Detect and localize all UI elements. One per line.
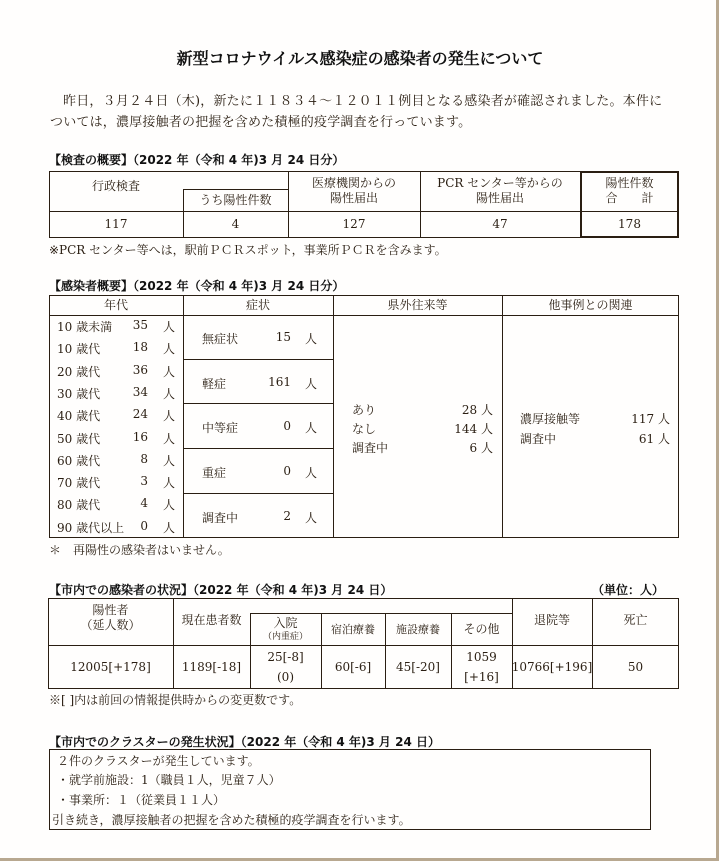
symptom-label: 軽症: [202, 376, 227, 391]
overview-heading: 【感染者概要】（2022 年（令和 4 年)3 月 24 日分）: [49, 279, 345, 293]
header-discharged: 退院等: [533, 613, 570, 627]
table-rule: [502, 295, 503, 538]
unit-label: （単位：人）: [591, 583, 664, 597]
testing-note: ※PCR センター等へは，駅前ＰＣＲスポット，事業所ＰＣＲを含みます。: [49, 243, 447, 257]
age-label: 90 歳代以上: [57, 520, 125, 535]
table-rule: [333, 295, 334, 538]
age-label: 10 歳未満: [57, 320, 113, 334]
cluster-line: ・事業所：１（従業員１１人）: [57, 793, 226, 807]
value-other-change: [+16]: [464, 669, 499, 684]
symptom-count: 2: [283, 508, 291, 523]
cluster-line: ・就学前施設：1（職員１人，児童７人）: [57, 773, 281, 787]
age-count: 16: [132, 429, 148, 444]
value-total: 178: [618, 217, 641, 231]
age-unit: 人: [163, 409, 176, 424]
relation-value: 117 人: [631, 412, 670, 426]
cluster-line: 引き続き，濃厚接触者の把握を含めた積極的疫学調査を行います。: [52, 813, 411, 827]
travel-value: 6 人: [469, 441, 493, 455]
clusters-heading: 【市内でのクラスターの発生状況】（2022 年（令和 4 年)3 月 24 日）: [49, 735, 440, 749]
value-current: 1189[-18]: [181, 659, 242, 674]
age-label: 50 歳代: [57, 431, 101, 446]
table-rule: [183, 359, 333, 360]
table-rule: [183, 448, 333, 449]
age-count: 34: [132, 384, 148, 399]
age-count: 36: [132, 362, 148, 377]
header-admin-test: 行政検査: [91, 179, 140, 193]
relation-label: 調査中: [520, 432, 557, 446]
value-pcr-center: 47: [492, 217, 508, 231]
testing-heading: 【検査の概要】（2022 年（令和 4 年)3 月 24 日分）: [49, 153, 345, 167]
value-facility: 45[-20]: [396, 659, 440, 674]
overview-note: ＊ 再陽性の感染者はいません。: [49, 543, 230, 557]
travel-label: 調査中: [352, 441, 389, 455]
age-count: 0: [140, 518, 148, 533]
age-count: 24: [132, 407, 148, 422]
symptom-label: 重症: [202, 466, 227, 481]
symptom-unit: 人: [305, 332, 318, 346]
header-medical: 医療機関からの 陽性届出: [311, 176, 396, 205]
header-relation: 他事例との関連: [548, 297, 633, 312]
age-unit: 人: [163, 498, 176, 513]
age-count: 8: [140, 451, 148, 466]
age-label: 40 歳代: [57, 409, 101, 424]
travel-label: あり: [352, 403, 377, 417]
age-count: 4: [140, 496, 148, 511]
symptom-unit: 人: [305, 421, 318, 436]
age-unit: 人: [163, 386, 176, 401]
cluster-line: ２件のクラスターが発生しています。: [57, 754, 260, 768]
header-travel: 県外往来等: [387, 297, 448, 312]
header-facility: 施設療養: [396, 623, 440, 636]
age-label: 80 歳代: [57, 498, 101, 513]
value-hospital-severe: (0): [277, 669, 294, 684]
header-hospital-severe: （内重症）: [262, 631, 308, 642]
travel-label: なし: [352, 422, 377, 436]
travel-value: 28 人: [461, 403, 493, 417]
header-current: 現在患者数: [181, 613, 242, 627]
age-unit: 人: [163, 453, 176, 468]
relation-label: 濃厚接触等: [520, 412, 581, 426]
status-heading: 【市内での感染者の状況】（2022 年（令和 4 年)3 月 24 日）: [49, 583, 393, 597]
age-label: 60 歳代: [57, 453, 101, 468]
value-admin-positive: 4: [231, 217, 240, 231]
symptom-label: 無症状: [202, 332, 239, 346]
table-rule: [49, 315, 679, 316]
age-label: 30 歳代: [57, 386, 101, 401]
header-other: その他: [463, 622, 500, 636]
age-label: 70 歳代: [57, 476, 101, 491]
symptom-count: 0: [283, 464, 291, 479]
symptom-unit: 人: [305, 376, 318, 391]
value-hospital: 25[-8]: [267, 649, 304, 664]
symptom-count: 0: [283, 419, 291, 434]
header-death: 死亡: [623, 613, 648, 627]
age-count: 3: [140, 474, 148, 489]
status-note: ※[ ]内は前回の情報提供時からの変更数です。: [49, 693, 302, 707]
intro-paragraph: 昨日，３月２４日（木)，新たに１１８３４～１２０１１例目となる感染者が確認されました。本件については，濃厚接触者の把握を含めた積極的疫学調査を行っています。: [50, 94, 663, 130]
age-unit: 人: [163, 476, 176, 491]
age-unit: 人: [163, 431, 176, 446]
age-label: 20 歳代: [57, 364, 101, 379]
value-discharged: 10766[+196]: [511, 659, 593, 674]
header-pcr-center: PCR センター等からの 陽性届出: [437, 176, 563, 205]
age-unit: 人: [163, 364, 176, 379]
symptom-label: 調査中: [202, 510, 239, 525]
header-hotel: 宿泊療養: [331, 623, 375, 636]
symptom-unit: 人: [305, 510, 318, 525]
value-other: 1059: [466, 649, 497, 664]
age-count: 35: [132, 318, 148, 332]
value-medical: 127: [342, 217, 366, 231]
table-rule: [183, 295, 184, 538]
age-count: 18: [132, 340, 148, 355]
header-admin-positive: うち陽性件数: [199, 193, 272, 207]
symptom-label: 中等症: [202, 421, 239, 436]
relation-value: 61 人: [638, 432, 670, 446]
header-age: 年代: [103, 297, 128, 312]
age-unit: 人: [163, 320, 176, 334]
header-positive: 陽性者 （延人数）: [80, 603, 141, 632]
value-admin: 117: [104, 217, 128, 231]
age-label: 10 歳代: [57, 342, 101, 357]
age-unit: 人: [163, 520, 176, 535]
symptom-count: 15: [275, 330, 291, 344]
table-rule: [183, 403, 333, 404]
header-hospital: 入院: [273, 615, 298, 630]
header-total: 陽性件数 合 計: [605, 176, 654, 205]
table-rule: [183, 493, 333, 494]
age-unit: 人: [163, 342, 176, 357]
value-hotel: 60[-6]: [334, 659, 372, 674]
page-title: 新型コロナウイルス感染症の感染者の発生について: [176, 49, 544, 68]
value-positive: 12005[+178]: [70, 659, 151, 674]
value-death: 50: [627, 659, 644, 674]
symptom-count: 161: [268, 374, 291, 389]
travel-value: 144 人: [454, 422, 493, 436]
header-symptom: 症状: [245, 297, 270, 312]
symptom-unit: 人: [305, 466, 318, 481]
